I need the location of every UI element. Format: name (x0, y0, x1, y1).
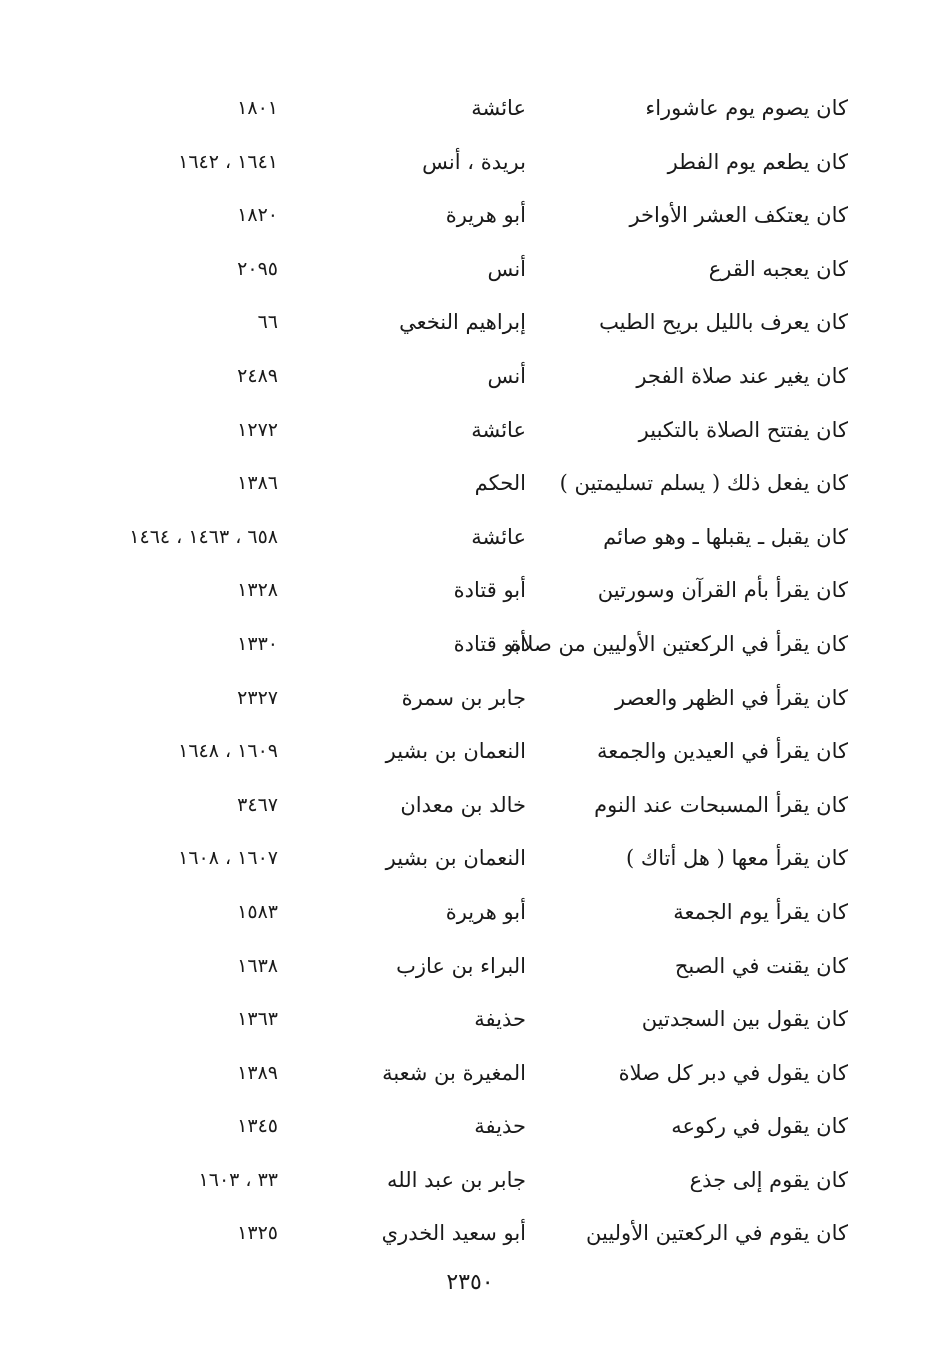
index-row (0, 350, 940, 404)
reference-numbers: ١٣٨٦ (237, 472, 278, 495)
narrator-name: عائشة (471, 96, 526, 120)
reference-numbers: ٣٣ ، ١٦٠٣ (198, 1168, 278, 1191)
index-row (0, 1154, 940, 1208)
reference-numbers: ٦٦ (257, 311, 278, 334)
index-row (0, 779, 940, 833)
reference-numbers: ١٣٦٣ (237, 1008, 278, 1031)
hadith-text: كان يصوم يوم عاشوراء (645, 96, 848, 120)
index-row (0, 404, 940, 458)
hadith-text: كان يقنت في الصبح (674, 953, 848, 978)
narrator-name: النعمان بن بشير (385, 846, 526, 871)
reference-numbers: ٢٠٩٥ (237, 257, 278, 280)
narrator-name: أنس (487, 256, 526, 281)
narrator-name: المغيرة بن شعبة (382, 1060, 526, 1085)
narrator-name: بريدة ، أنس (422, 149, 526, 174)
narrator-name: جابر بن عبد الله (386, 1167, 526, 1192)
reference-numbers: ١٢٧٢ (237, 418, 278, 441)
index-row (0, 886, 940, 940)
reference-numbers: ١٨٠١ (237, 97, 278, 119)
reference-numbers: ١٣٣٠ (237, 632, 278, 655)
narrator-name: أنس (487, 363, 526, 388)
reference-numbers: ١٦٠٧ ، ١٦٠٨ (178, 847, 278, 870)
index-row (0, 672, 940, 726)
reference-numbers: ١٦٠٩ ، ١٦٤٨ (178, 740, 278, 763)
narrator-name: جابر بن سمرة (401, 685, 526, 710)
reference-numbers: ١٣٤٥ (237, 1115, 278, 1138)
narrator-name: حذيفة (474, 1114, 526, 1139)
reference-numbers: ٢٤٨٩ (237, 364, 278, 387)
hadith-text: كان يعجبه القرع (708, 256, 848, 281)
narrator-name: أبو قتادة (453, 578, 526, 603)
index-row (0, 725, 940, 779)
hadith-text: كان يطعم يوم الفطر (667, 149, 848, 174)
hadith-text: كان يفتتح الصلاة بالتكبير (638, 417, 848, 442)
reference-numbers: ١٥٨٣ (237, 900, 278, 923)
index-row (0, 511, 940, 565)
hadith-text: كان يقرأ في العيدين والجمعة (597, 739, 848, 764)
hadith-text: كان يقرأ يوم الجمعة (673, 899, 848, 924)
hadith-text: كان يغير عند صلاة الفجر (636, 363, 848, 388)
reference-numbers: ١٣٢٥ (237, 1222, 278, 1245)
index-row (0, 618, 940, 672)
index-row (0, 457, 940, 511)
index-row (0, 993, 940, 1047)
hadith-text: كان يقرأ معها ( هل أتاك ) (626, 846, 848, 871)
index-row (0, 189, 940, 243)
index-row (0, 296, 940, 350)
hadith-text: كان يعتكف العشر الأواخر (629, 203, 848, 228)
hadith-text: كان يقول بين السجدتين (641, 1007, 848, 1032)
narrator-name: حذيفة (474, 1007, 526, 1032)
hadith-text: كان يقول في دبر كل صلاة (618, 1060, 848, 1085)
hadith-text: كان يقرأ في الركعتين الأوليين من صلاة (510, 631, 848, 656)
reference-numbers: ١٣٨٩ (237, 1061, 278, 1084)
narrator-name: عائشة (471, 417, 526, 442)
narrator-name: إبراهيم النخعي (399, 310, 526, 335)
narrator-name: أبو قتادة (453, 631, 526, 656)
hadith-text: كان يقرأ في الظهر والعصر (615, 685, 848, 710)
narrator-name: أبو سعيد الخدري (381, 1221, 526, 1246)
narrator-name: البراء بن عازب (396, 953, 526, 978)
hadith-text: كان يعرف بالليل بريح الطيب (599, 310, 848, 335)
index-row (0, 243, 940, 297)
index-row (0, 1047, 940, 1101)
reference-numbers: ٣٤٦٧ (237, 793, 278, 816)
reference-numbers: ٢٣٢٧ (237, 686, 278, 709)
hadith-text: كان يقوم إلى جذع (689, 1167, 848, 1192)
index-row (0, 564, 940, 618)
reference-numbers: ١٦٤١ ، ١٦٤٢ (178, 150, 278, 173)
hadith-index-table (0, 82, 940, 1261)
narrator-name: النعمان بن بشير (385, 739, 526, 764)
narrator-name: الحكم (474, 471, 526, 496)
index-row (0, 832, 940, 886)
hadith-text: كان يقبل ـ يقبلها ـ وهو صائم (603, 524, 848, 549)
index-row (0, 1207, 940, 1261)
hadith-text: كان يقرأ المسبحات عند النوم (594, 792, 848, 817)
narrator-name: أبو هريرة (445, 899, 526, 924)
narrator-name: أبو هريرة (445, 203, 526, 228)
hadith-text: كان يفعل ذلك ( يسلم تسليمتين ) (559, 471, 848, 496)
hadith-text: كان يقرأ بأم القرآن وسورتين (597, 578, 848, 603)
reference-numbers: ١٣٢٨ (237, 579, 278, 602)
index-row (0, 1100, 940, 1154)
page-number: ٢٣٥٠ (446, 1270, 494, 1295)
narrator-name: خالد بن معدان (400, 792, 526, 817)
hadith-text: كان يقول في ركوعه (671, 1114, 848, 1139)
reference-numbers: ١٨٢٠ (237, 204, 278, 227)
reference-numbers: ٦٥٨ ، ١٤٦٣ ، ١٤٦٤ (129, 525, 278, 548)
reference-numbers: ١٦٣٨ (237, 954, 278, 977)
hadith-text: كان يقوم في الركعتين الأوليين (586, 1221, 848, 1246)
index-row (0, 136, 940, 190)
index-row (0, 940, 940, 994)
narrator-name: عائشة (471, 524, 526, 549)
index-row (0, 82, 940, 136)
